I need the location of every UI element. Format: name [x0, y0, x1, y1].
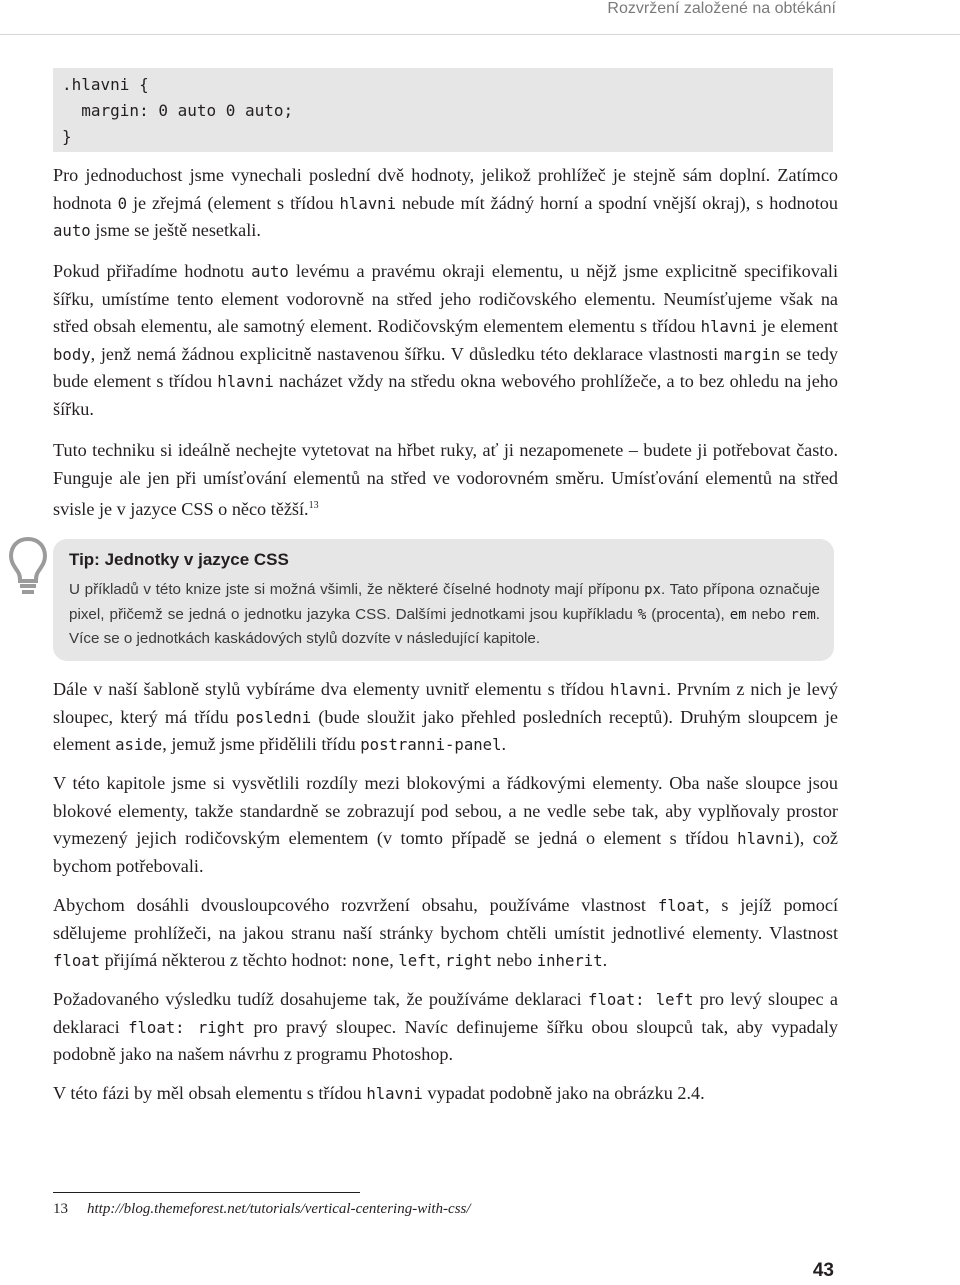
inline-code: hlavni — [700, 317, 758, 336]
inline-code: float — [53, 951, 101, 970]
footnote-url: http://blog.themeforest.net/tutorials/vertical-centering-with-css/ — [87, 1201, 471, 1217]
inline-code: % — [637, 606, 647, 623]
inline-code: hlavni — [339, 193, 396, 213]
paragraph-3: Tuto techniku si ideálně nechejte vytetovat na hřbet ruky, ať ji nezapomenete – budete ji potřebovat často. Funguje ale jen při umísťování elementů na střed ve vodorovném směru. Umísťování elementů na střed svisle je v jazyce CSS o něco těžší.$^{13}$ — [53, 440, 838, 520]
running-header-title: Rozvržení založené na obtékání — [607, 0, 836, 17]
footnote-reference[interactable]: 13 — [308, 500, 319, 511]
code-line: } — [62, 127, 72, 146]
code-line: .hlavni { — [62, 75, 149, 94]
inline-code: rem — [790, 606, 816, 623]
paragraph-8: V této fázi by měl obsah elementu s třídou hlavni vypadat podobně jako na obrázku 2.4. — [53, 1083, 705, 1103]
inline-code: posledni — [235, 707, 312, 727]
inline-code: none — [351, 951, 390, 970]
inline-code: body — [53, 344, 91, 364]
inline-code: auto — [251, 262, 289, 281]
inline-code: 0 — [117, 193, 127, 213]
tip-body: U příkladů v této knize jste si možná všimli, že některé číselné hodnoty mají příponu px. Tato přípona označuje pixel, přičemž se jedná o jednotku jazyka CSS. Dalšími jednotkami jsou kupříkladu % (procenta), em nebo rem. Více se o jednotkách kaskádových stylů dozvíte v následující kapitole. — [69, 581, 820, 647]
inline-code: float: right — [128, 1017, 245, 1037]
paragraph-1: Pro jednoduchost jsme vynechali poslední dvě hodnoty, jelikož prohlížeč je stejně sám doplní. Zatímco hodnota 0 je zřejmá (element s třídou hlavni nebude mít žádný horní a spodní vnější okraj), s hodnotou auto jsme se ještě nesetkali. — [53, 165, 838, 240]
lightbulb-icon — [8, 535, 48, 597]
code-block — [53, 68, 833, 152]
inline-code: inherit — [536, 951, 603, 970]
inline-code: em — [729, 606, 747, 623]
inline-code: float: left — [588, 990, 694, 1009]
inline-code: right — [445, 951, 493, 970]
paragraph-7: Požadovaného výsledku tudíž dosahujeme tak, že používáme deklaraci float: left pro levý sloupec a deklaraci float: right pro pravý sloupec. Navíc definujeme šířku obou sloupců tak, aby vypadaly podobně jako na našem návrhu z programu Photoshop. — [53, 989, 838, 1064]
page-header — [0, 0, 960, 35]
inline-code: px — [644, 582, 661, 598]
paragraph-5: V této kapitole jsme si vysvětlili rozdíly mezi blokovými a řádkovými elementy. Oba naše sloupce jsou blokové elementy, takže standardně se zobrazují pod sebou, a ne vedle sebe tak, aby vyplňovaly prostor vymezený jejich rodičovským elementem (v tomto případě se jedná o element s třídou hlavni), což bychom potřebovali. — [53, 773, 839, 876]
inline-code: hlavni — [366, 1084, 423, 1103]
page-number: 43 — [812, 1260, 834, 1281]
paragraph-6: Abychom dosáhli dvousloupcového rozvržení obsahu, používáme vlastnost float, s jejíž pomocí sdělujeme prohlížeči, na jakou stranu naší stránky bychom chtěli umístit jednotlivé elementy. Vlastnost float přijímá některou z těchto hodnot: none, left, right nebo inherit. — [53, 895, 838, 970]
inline-code: margin — [723, 344, 781, 364]
inline-code: hlavni — [609, 680, 667, 699]
inline-code: auto — [53, 221, 91, 240]
footnote-divider — [53, 1192, 360, 1193]
inline-code: left — [398, 951, 437, 970]
tip-title: Tip: Jednotky v jazyce CSS — [69, 550, 289, 569]
inline-code: hlavni — [217, 372, 274, 391]
inline-code: postranni-panel — [360, 735, 502, 754]
inline-code: aside — [115, 735, 163, 754]
code-line: margin: 0 auto 0 auto; — [62, 101, 294, 120]
footnote-number: 13 — [53, 1201, 68, 1217]
paragraph-2: Pokud přiřadíme hodnotu auto levému a pravému okraji elementu, u nějž jsme explicitně specifikovali šířku, umístíme tento element vodorovně na střed jeho rodičovského elementu. Neumísťujeme však na střed obsah elementu, ale samotný element. Rodičovským elementem elementu s třídou hlavni je element body, jenž nemá žádnou explicitně nastavenou šířku. V důsledku této deklarace vlastnosti margin se tedy bude element s třídou hlavni nacházet vždy na středu okna webového prohlížeče, a to bez ohledu na jeho šířku. — [53, 261, 839, 419]
footnote — [53, 1198, 471, 1220]
inline-code: float — [657, 896, 705, 915]
inline-code: hlavni — [737, 829, 794, 848]
paragraph-4: Dále v naší šabloně stylů vybíráme dva elementy uvnitř elementu s třídou hlavni. Prvním z nich je levý sloupec, který má třídu posledni (bude sloužit jako přehled posledních receptů). Druhým sloupcem je element aside, jemuž jsme přidělili třídu postranni-panel. — [53, 679, 838, 754]
tip-box — [53, 539, 834, 661]
